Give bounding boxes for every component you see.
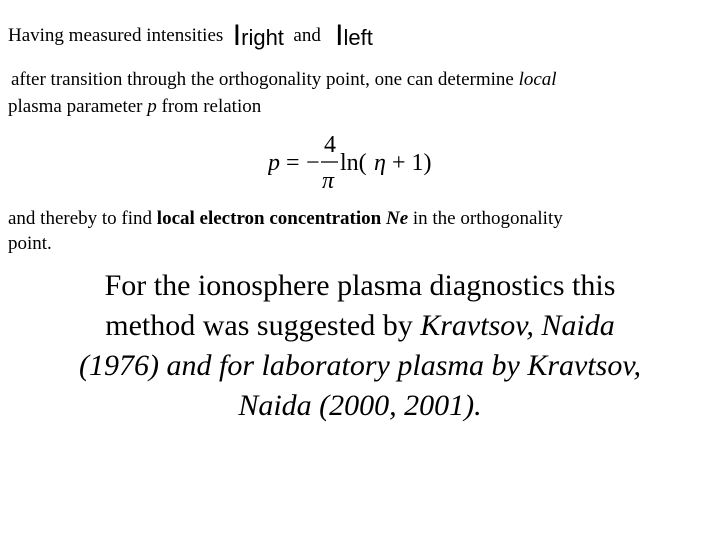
- intensity-symbol-right: I: [232, 19, 242, 52]
- citation-authors-1: Kravtsov, Naida: [420, 309, 615, 342]
- citation-line-1: For the ionosphere plasma diagnostics this: [104, 269, 616, 302]
- citation-line-3: [0, 346, 720, 386]
- formula-tail: + 1): [392, 150, 432, 176]
- intro-sentence: [8, 19, 373, 52]
- parameter-post-text: from relation: [161, 96, 262, 117]
- formula-ln: ln(: [340, 150, 367, 176]
- parameter-sentence: [8, 95, 261, 119]
- formula-numerator: 4: [324, 132, 336, 158]
- point-sentence: [8, 232, 52, 256]
- citation-line-3-text: (1976) and for laboratory plasma by Kravtsov,: [79, 349, 641, 382]
- intro-text: Having measured intensities: [8, 25, 224, 46]
- parameter-pre-text: plasma parameter: [8, 96, 143, 117]
- and-text: and: [293, 25, 321, 46]
- point-text: point.: [8, 233, 52, 254]
- subscript-left: left: [343, 25, 373, 50]
- local-emphasis: local: [518, 69, 557, 90]
- citation-paragraph: [0, 266, 720, 426]
- subscript-right: right: [241, 25, 284, 50]
- parameter-p-var: p: [147, 96, 157, 117]
- formula-minus: −: [306, 150, 320, 176]
- concentration-sentence: [8, 207, 563, 231]
- ne-variable: Ne: [385, 208, 409, 229]
- concentration-post-text: in the orthogonality: [412, 208, 563, 229]
- concentration-pre-text: and thereby to find: [8, 208, 153, 229]
- formula-lhs: p: [268, 150, 280, 176]
- citation-line-4-text: Naida (2000, 2001).: [238, 389, 482, 422]
- intensity-symbol-left: I: [335, 19, 344, 52]
- formula-p-equation: [268, 132, 468, 192]
- citation-line-2-text: method was suggested by: [105, 309, 413, 342]
- citation-line-4: [0, 386, 720, 426]
- concentration-bold-text: local electron concentration: [156, 208, 382, 229]
- formula-equals: =: [286, 150, 300, 176]
- formula-denominator: π: [322, 168, 335, 192]
- citation-line-2: [0, 306, 720, 346]
- transition-text: after transition through the orthogonality point, one can determine: [11, 69, 514, 90]
- transition-sentence: [11, 68, 557, 92]
- formula-eta: η: [374, 150, 386, 176]
